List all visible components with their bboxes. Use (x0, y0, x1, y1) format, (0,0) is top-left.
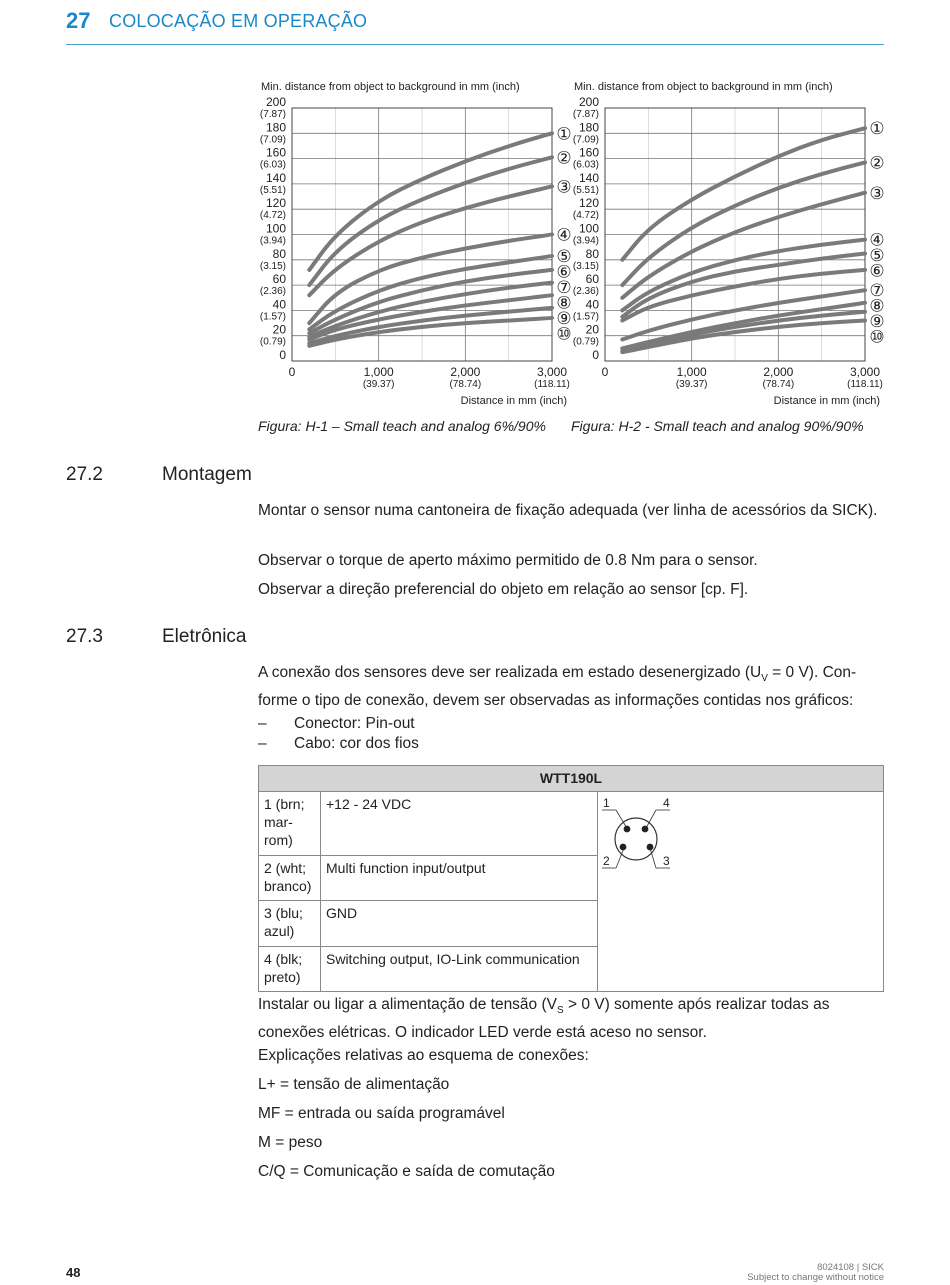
y-tick-inch-label: (3.94) (259, 235, 286, 247)
y-tick-label: 200 (578, 95, 599, 109)
y-tick-inch-label: (4.72) (259, 210, 286, 222)
description-cell: GND (321, 901, 598, 946)
paragraph-eletronica-2 (258, 994, 884, 1044)
series-label-3: ③ (869, 183, 885, 203)
x-tick-label: 3,000 (849, 365, 881, 379)
series-label-5: ⑤ (869, 246, 885, 266)
connector-label-1: 1 (603, 796, 610, 810)
subscript-s: S (556, 1005, 564, 1017)
y-axis-title: Min. distance from object to background in mm (inch) (261, 81, 520, 93)
footer-note: Subject to change without notice (747, 1272, 884, 1283)
table-row (259, 792, 884, 856)
section-title-eletronica: Eletrônica (162, 626, 247, 647)
pin-3-dot (647, 844, 654, 851)
y-tick-inch-label: (2.36) (572, 286, 599, 298)
series-label-10: ⑩ (869, 327, 885, 347)
x-tick-label: 2,000 (450, 365, 481, 379)
y-tick-inch-label: (0.79) (259, 336, 286, 348)
y-tick-label: 60 (272, 272, 286, 287)
series-label-3: ③ (556, 177, 572, 197)
paragraph-eletronica-1-b: = 0 V). Con- (767, 664, 857, 681)
y-tick-inch-label: (2.36) (259, 286, 286, 298)
subscript-v: V (761, 673, 768, 685)
series-label-1: ① (556, 124, 572, 144)
x-tick-inch-label: (118.11) (534, 379, 570, 390)
y-tick-inch-label: (6.03) (259, 159, 286, 171)
footer-info (747, 1263, 884, 1283)
y-tick-inch-label: (1.57) (259, 311, 286, 323)
pin-cell: 3 (blu; azul) (259, 901, 321, 946)
series-line-1 (622, 128, 865, 260)
y-tick-inch-label: (6.03) (572, 159, 599, 171)
pin-2-dot (620, 844, 627, 851)
figure-caption-h2: Figura: H-2 - Small teach and analog 90%/90% (571, 418, 864, 434)
series-line-1 (309, 133, 552, 270)
connector-label-3: 3 (663, 854, 670, 868)
y-tick-label: 120 (265, 196, 286, 211)
legend-l-plus: L+ = tensão de alimentação (258, 1076, 450, 1093)
y-tick-label: 200 (265, 95, 286, 109)
series-label-4: ④ (556, 225, 572, 245)
pin-cell: 1 (brn; mar-rom) (259, 792, 321, 856)
y-tick-label: 140 (265, 170, 286, 185)
series-label-6: ⑥ (869, 261, 885, 281)
series-label-2: ② (869, 153, 885, 173)
chart-h2 (569, 74, 894, 410)
doc-reference: 8024108 | SICK (817, 1262, 884, 1273)
connector-diagram-cell (598, 792, 884, 992)
y-tick-inch-label: (7.87) (572, 109, 599, 120)
y-tick-label: 0 (592, 348, 599, 362)
pin-1-dot (624, 826, 631, 833)
y-tick-label: 20 (585, 322, 599, 337)
section-number-27-2: 27.2 (66, 464, 103, 485)
y-tick-label: 40 (272, 297, 286, 312)
x-tick-label: 1,000 (363, 365, 394, 379)
y-tick-label: 160 (265, 145, 286, 160)
x-tick-inch-label: (118.11) (847, 379, 883, 390)
bullet-item (258, 735, 419, 753)
section-number-27-3: 27.3 (66, 626, 103, 647)
y-tick-label: 80 (585, 246, 599, 261)
y-axis-title: Min. distance from object to background in mm (inch) (574, 81, 833, 93)
y-tick-label: 60 (585, 272, 599, 287)
series-label-8: ⑧ (869, 296, 885, 316)
legend-cq: C/Q = Comunicação e saída de comutação (258, 1163, 555, 1180)
pin-cell: 2 (wht; branco) (259, 855, 321, 900)
series-label-9: ⑨ (556, 309, 572, 329)
series-label-8: ⑧ (556, 293, 572, 313)
x-tick-label: 0 (288, 365, 296, 379)
x-tick-inch-label: (78.74) (449, 379, 482, 390)
y-tick-inch-label: (5.51) (259, 184, 286, 196)
bullet-label: Conector: Pin-out (294, 715, 415, 732)
y-tick-label: 20 (272, 322, 286, 337)
connector-pinout-icon (598, 792, 878, 987)
y-tick-label: 0 (279, 348, 286, 362)
y-tick-inch-label: (3.15) (259, 260, 286, 272)
section-title-montagem: Montagem (162, 464, 252, 485)
legend-m: M = peso (258, 1134, 323, 1151)
y-tick-label: 140 (578, 170, 599, 185)
description-cell: +12 - 24 VDC (321, 792, 598, 856)
series-label-5: ⑤ (556, 247, 572, 267)
y-tick-inch-label: (7.87) (259, 109, 286, 120)
y-tick-inch-label: (7.09) (572, 134, 599, 146)
pinout-table (258, 765, 884, 992)
y-tick-inch-label: (7.09) (259, 134, 286, 146)
series-label-2: ② (556, 148, 572, 168)
series-label-9: ⑨ (869, 312, 885, 332)
paragraph-eletronica-2-a: Instalar ou ligar a alimentação de tensão (V (258, 996, 557, 1013)
description-cell: Switching output, IO-Link communication (321, 946, 598, 991)
series-label-10: ⑩ (556, 324, 572, 344)
description-cell: Multi function input/output (321, 855, 598, 900)
y-tick-label: 100 (578, 221, 599, 236)
y-tick-label: 160 (578, 145, 599, 160)
x-axis-title: Distance in mm (inch) (773, 395, 880, 407)
series-label-7: ⑦ (556, 278, 572, 298)
paragraph-eletronica-3: Explicações relativas ao esquema de conexões: (258, 1047, 589, 1064)
table-header-row (259, 766, 884, 792)
table-header: WTT190L (259, 766, 884, 792)
x-tick-inch-label: (39.37) (675, 379, 708, 390)
y-tick-label: 40 (585, 297, 599, 312)
bullet-item (258, 715, 415, 733)
page-number: 48 (66, 1265, 81, 1280)
series-label-7: ⑦ (869, 281, 885, 301)
x-tick-label: 1,000 (676, 365, 707, 379)
y-tick-label: 100 (265, 221, 286, 236)
connector-outline (615, 818, 657, 860)
legend-mf: MF = entrada ou saída programável (258, 1105, 505, 1122)
series-label-4: ④ (869, 230, 885, 250)
x-axis-title: Distance in mm (inch) (460, 395, 567, 407)
paragraph-eletronica-1-c: forme o tipo de conexão, devem ser observadas as informações contidas nos gráficos: (258, 692, 854, 710)
paragraph-eletronica-1-a: A conexão dos sensores deve ser realizada em estado desenergizado (U (258, 664, 762, 681)
x-tick-label: 3,000 (536, 365, 568, 379)
connector-label-4: 4 (663, 796, 670, 810)
y-tick-inch-label: (4.72) (572, 210, 599, 222)
pin-4-dot (642, 826, 649, 833)
y-tick-label: 80 (272, 246, 286, 261)
chapter-title: COLOCAÇÃO EM OPERAÇÃO (109, 11, 368, 31)
series-label-6: ⑥ (556, 262, 572, 282)
paragraph-montagem-1: Montar o sensor numa cantoneira de fixação adequada (ver linha de acessórios da SICK). (258, 502, 878, 519)
x-tick-label: 2,000 (763, 365, 794, 379)
y-tick-label: 120 (578, 196, 599, 211)
x-tick-inch-label: (39.37) (362, 379, 395, 390)
chart-h2-svg (569, 74, 894, 410)
chart-h1-svg (256, 74, 581, 410)
bullet-dash: – (258, 735, 267, 752)
bullet-label: Cabo: cor dos fios (294, 735, 419, 752)
x-tick-label: 0 (601, 365, 609, 379)
chapter-header (66, 6, 884, 45)
chart-h1 (256, 74, 581, 410)
series-label-1: ① (869, 119, 885, 139)
paragraph-eletronica-2-b: > 0 V) somente após realizar todas as conexões elétricas. O indicador LED verde está aceso no sensor. (258, 996, 830, 1042)
paragraph-montagem-2: Observar o torque de aperto máximo permitido de 0.8 Nm para o sensor. (258, 552, 758, 569)
y-tick-inch-label: (3.94) (572, 235, 599, 247)
y-tick-inch-label: (0.79) (572, 336, 599, 348)
paragraph-montagem-3: Observar a direção preferencial do objeto em relação ao sensor [cp. F]. (258, 581, 749, 598)
bullet-dash: – (258, 715, 267, 732)
y-tick-label: 180 (578, 120, 599, 135)
y-tick-label: 180 (265, 120, 286, 135)
y-tick-inch-label: (1.57) (572, 311, 599, 323)
paragraph-eletronica-1 (258, 662, 884, 712)
pin-cell: 4 (blk; preto) (259, 946, 321, 991)
y-tick-inch-label: (3.15) (572, 260, 599, 272)
y-tick-inch-label: (5.51) (572, 184, 599, 196)
chapter-number: 27 (66, 8, 91, 33)
connector-label-2: 2 (603, 854, 610, 868)
figure-caption-h1: Figura: H-1 – Small teach and analog 6%/90% (258, 418, 546, 434)
x-tick-inch-label: (78.74) (762, 379, 795, 390)
